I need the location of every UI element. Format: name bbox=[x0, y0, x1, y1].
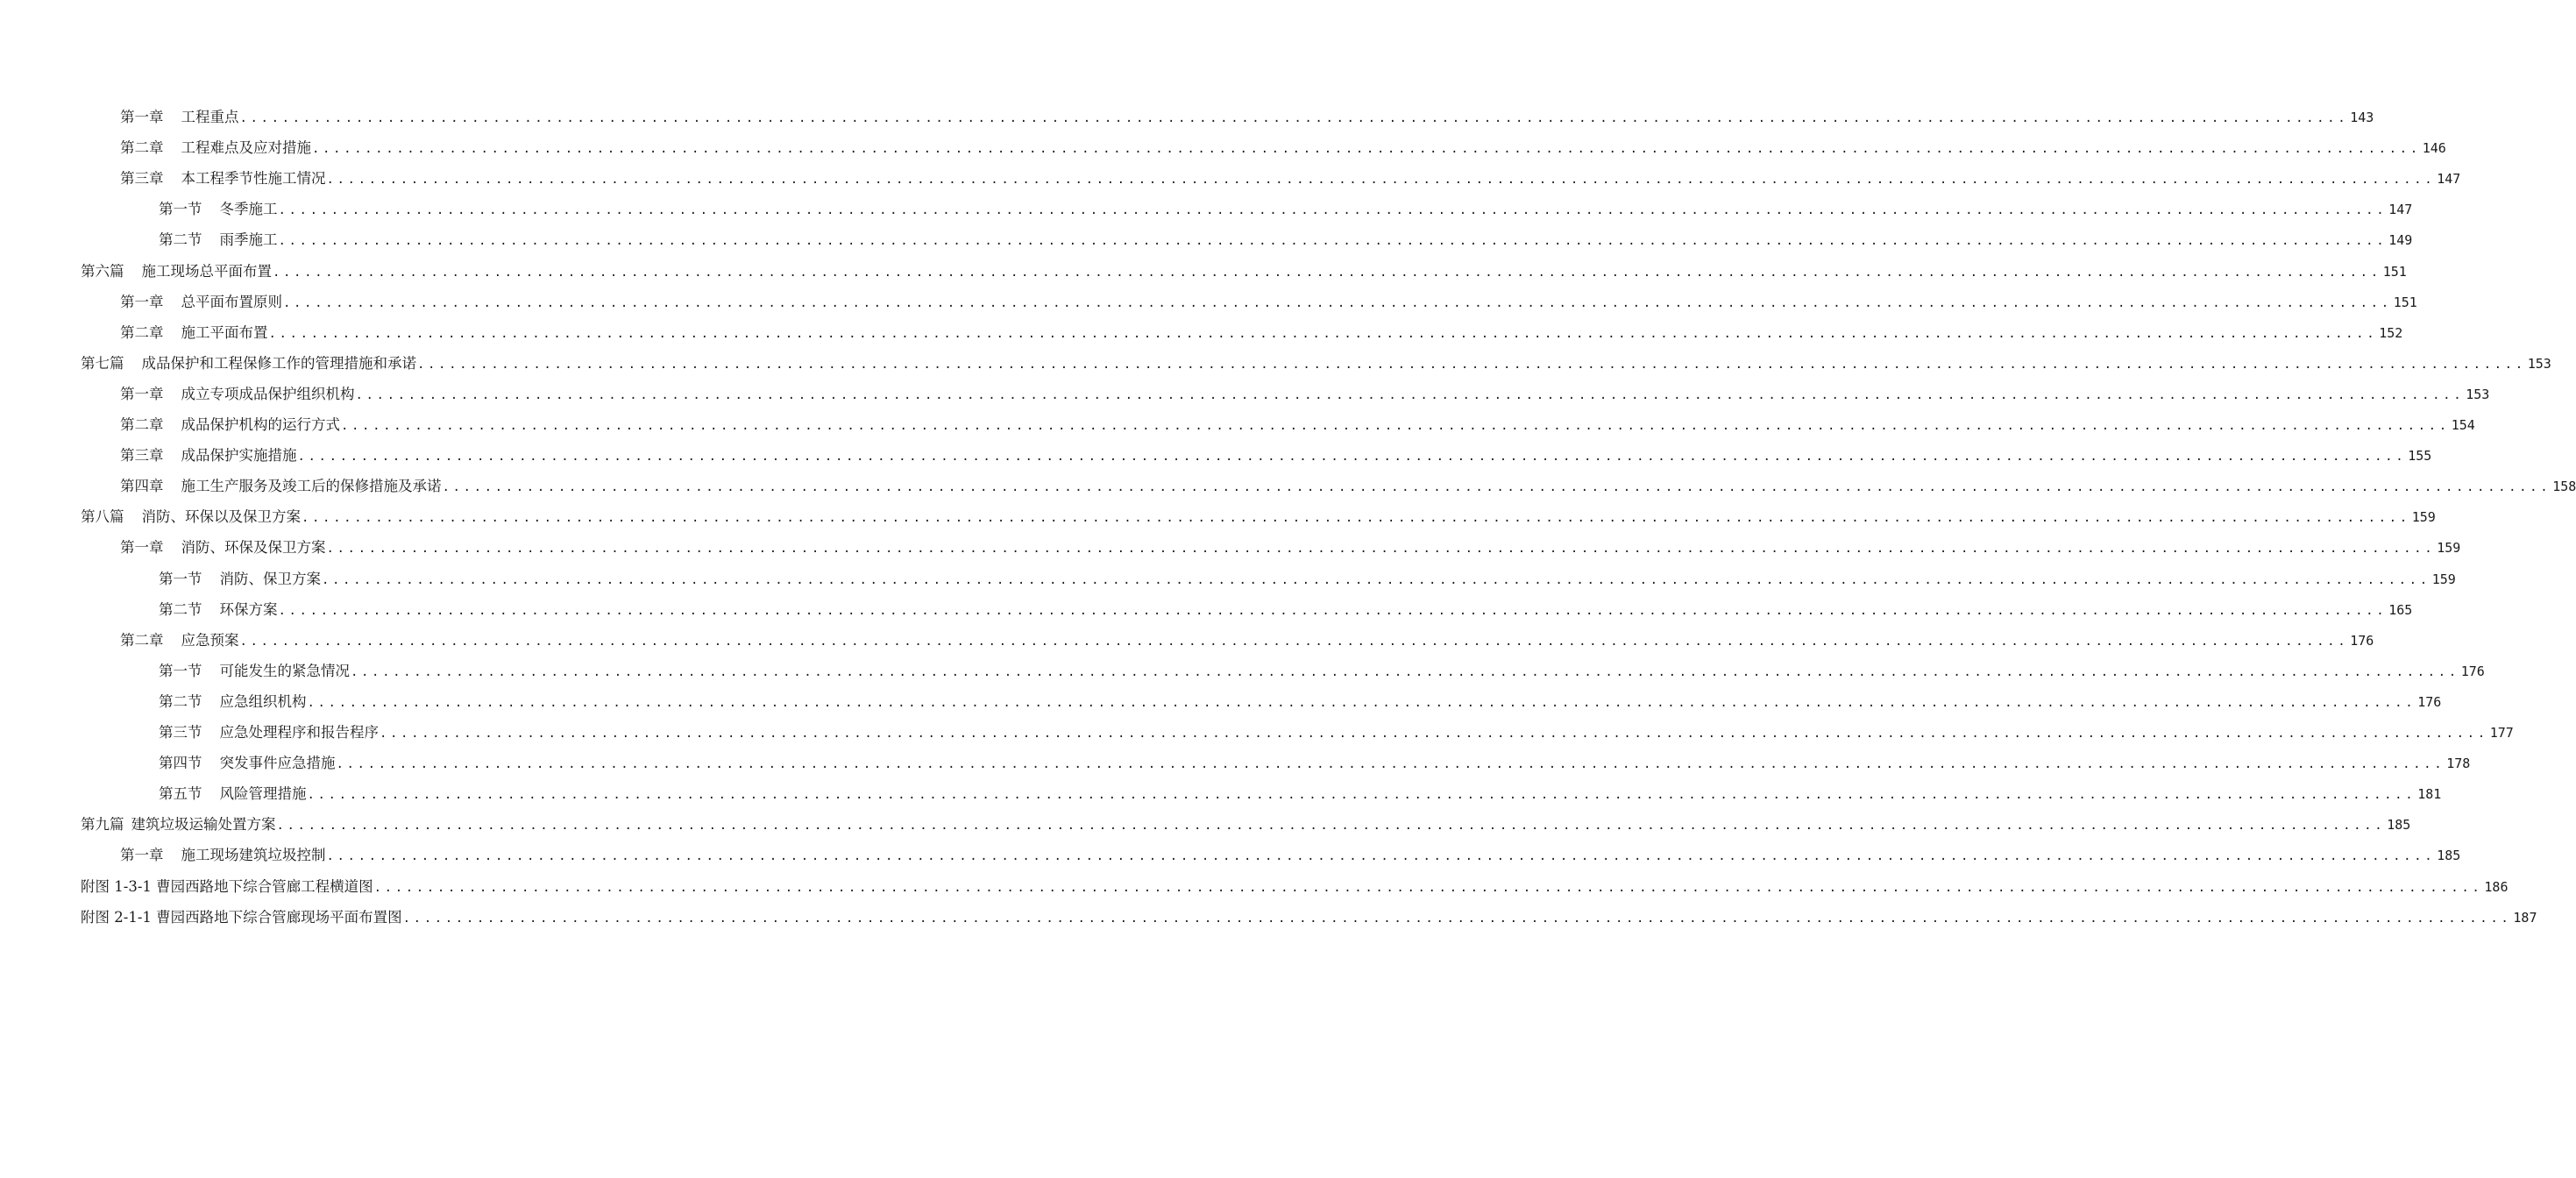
toc-entry-row bbox=[120, 380, 2490, 410]
toc-entry-row bbox=[81, 903, 2537, 933]
toc-entry-title: 成立专项成品保护组织机构 bbox=[181, 385, 355, 402]
toc-dot-leader: ........................................................................................................................................................................................................ bbox=[239, 634, 2349, 649]
toc-entry[interactable] bbox=[0, 103, 2374, 132]
toc-entry-title: 成品保护和工程保修工作的管理措施和承诺 bbox=[141, 354, 416, 372]
toc-entry-row bbox=[120, 841, 2461, 871]
toc-entry-label bbox=[81, 810, 276, 840]
toc-dot-leader: ........................................................................................................................................................................................................ bbox=[341, 419, 2450, 433]
toc-entry-label bbox=[120, 533, 326, 563]
toc-entry[interactable] bbox=[0, 349, 2551, 379]
toc-entry-title: 本工程季节性施工情况 bbox=[181, 170, 326, 188]
toc-page-number: 176 bbox=[2350, 632, 2374, 649]
toc-entry-number: 第二节 bbox=[159, 231, 202, 249]
toc-entry-label bbox=[159, 749, 336, 778]
toc-entry-row bbox=[81, 872, 2509, 903]
toc-entry[interactable] bbox=[0, 841, 2461, 870]
toc-entry-number: 第八篇 bbox=[81, 508, 124, 526]
toc-entry[interactable] bbox=[0, 257, 2407, 287]
toc-entry-number: 第四节 bbox=[159, 755, 202, 772]
toc-entry[interactable] bbox=[0, 472, 2576, 501]
toc-page-number: 146 bbox=[2422, 140, 2446, 157]
toc-entry-label bbox=[159, 595, 278, 625]
toc-page-number: 159 bbox=[2431, 571, 2456, 587]
toc-entry-row bbox=[159, 749, 2471, 779]
toc-dot-leader: ........................................................................................................................................................................................................ bbox=[402, 911, 2512, 926]
toc-entry-number: 第五节 bbox=[159, 785, 202, 803]
toc-page-number: 147 bbox=[2437, 171, 2461, 188]
toc-dot-leader: ........................................................................................................................................................................................................ bbox=[297, 450, 2407, 465]
toc-entry-number: 第四章 bbox=[120, 478, 164, 495]
toc-entry-number: 第三章 bbox=[120, 447, 164, 465]
toc-entry-label bbox=[159, 225, 278, 255]
toc-dot-leader: ........................................................................................................................................................................................................ bbox=[417, 357, 2526, 372]
toc-page-number: 152 bbox=[2379, 324, 2403, 341]
toc-dot-leader: ........................................................................................................................................................................................................ bbox=[278, 603, 2388, 618]
toc-entry-number: 第一章 bbox=[120, 385, 164, 402]
toc-entry-number: 第三章 bbox=[120, 170, 164, 188]
toc-entry-title: 消防、保卫方案 bbox=[219, 570, 321, 587]
toc-entry-number: 附图 2-1-1 bbox=[81, 908, 157, 926]
toc-entry-label bbox=[81, 872, 373, 902]
toc-entry-title: 总平面布置原则 bbox=[181, 293, 282, 310]
toc-entry-label bbox=[159, 687, 307, 717]
toc-entry-title: 施工平面布置 bbox=[181, 323, 268, 341]
toc-entry-row bbox=[120, 626, 2374, 656]
toc-page-number: 143 bbox=[2350, 110, 2374, 125]
toc-dot-leader: ........................................................................................................................................................................................................ bbox=[336, 757, 2445, 772]
toc-entry-label bbox=[159, 718, 379, 748]
toc-entry-label bbox=[120, 410, 340, 440]
toc-dot-leader: ........................................................................................................................................................................................................ bbox=[239, 111, 2349, 125]
toc-entry[interactable] bbox=[0, 195, 2413, 224]
toc-entry[interactable] bbox=[0, 903, 2537, 933]
toc-entry[interactable] bbox=[0, 687, 2442, 717]
toc-dot-leader: ........................................................................................................................................................................................................ bbox=[307, 695, 2416, 710]
toc-entry-title: 环保方案 bbox=[219, 600, 278, 618]
toc-entry-title: 消防、环保及保卫方案 bbox=[181, 539, 326, 557]
toc-entry-title: 建筑垃圾运输处置方案 bbox=[131, 816, 276, 834]
toc-entry-title: 冬季施工 bbox=[219, 201, 278, 218]
toc-page-number: 176 bbox=[2417, 693, 2442, 710]
toc-entry-label bbox=[120, 472, 442, 501]
toc-entry-number: 第一章 bbox=[120, 293, 164, 310]
toc-dot-leader: ........................................................................................................................................................................................................ bbox=[355, 387, 2465, 402]
toc-entry-row bbox=[120, 133, 2446, 164]
toc-entry-label bbox=[120, 441, 297, 471]
toc-entry-title: 工程重点 bbox=[181, 109, 239, 125]
toc-entry-title: 消防、环保以及保卫方案 bbox=[141, 508, 301, 526]
toc-dot-leader: ........................................................................................................................................................................................................ bbox=[283, 295, 2392, 310]
toc-entry-number: 第二节 bbox=[159, 692, 202, 710]
toc-entry-title: 应急组织机构 bbox=[219, 692, 307, 710]
toc-entry[interactable] bbox=[0, 441, 2432, 471]
toc-entry-row bbox=[159, 718, 2514, 749]
toc-entry-row bbox=[120, 103, 2374, 133]
toc-entry-row bbox=[81, 502, 2436, 533]
toc-entry[interactable] bbox=[0, 225, 2413, 255]
toc-entry-label bbox=[120, 841, 326, 870]
toc-entry-number: 第一章 bbox=[120, 539, 164, 557]
toc-dot-leader: ........................................................................................................................................................................................................ bbox=[373, 880, 2483, 895]
toc-entry-title: 施工现场建筑垃圾控制 bbox=[181, 847, 326, 864]
toc-page-number: 153 bbox=[2527, 355, 2551, 372]
toc-entry-row bbox=[159, 564, 2456, 595]
toc-page-number: 154 bbox=[2451, 417, 2475, 433]
toc-entry-row bbox=[120, 472, 2576, 502]
toc-entry-row bbox=[159, 195, 2413, 225]
toc-page-number: 158 bbox=[2552, 479, 2576, 495]
toc-page-number: 147 bbox=[2388, 202, 2413, 218]
toc-entry-label bbox=[120, 626, 239, 656]
toc-page-number: 187 bbox=[2513, 909, 2537, 926]
toc-entry-row bbox=[120, 287, 2417, 318]
toc-entry-title: 雨季施工 bbox=[219, 231, 278, 249]
toc-entry-label bbox=[120, 380, 355, 409]
toc-dot-leader: ........................................................................................................................................................................................................ bbox=[326, 849, 2436, 864]
toc-dot-leader: ........................................................................................................................................................................................................ bbox=[273, 265, 2381, 280]
toc-entry-number: 第一章 bbox=[120, 109, 164, 125]
toc-entry-row bbox=[81, 257, 2407, 287]
toc-entry[interactable] bbox=[0, 872, 2509, 902]
toc-entry-title: 应急预案 bbox=[181, 631, 239, 649]
toc-dot-leader: ........................................................................................................................................................................................................ bbox=[351, 664, 2459, 679]
toc-entry-number: 第一节 bbox=[159, 570, 202, 587]
toc-dot-leader: ........................................................................................................................................................................................................ bbox=[278, 203, 2388, 218]
toc-entry[interactable] bbox=[0, 564, 2456, 594]
toc-page-number: 177 bbox=[2489, 725, 2514, 741]
toc-page-number: 186 bbox=[2484, 878, 2509, 895]
toc-entry-number: 第七篇 bbox=[81, 354, 124, 372]
toc-entry-row bbox=[120, 410, 2475, 441]
toc-entry-title: 成品保护机构的运行方式 bbox=[181, 416, 340, 433]
toc-entry-label bbox=[81, 903, 402, 933]
toc-entry-title: 可能发生的紧急情况 bbox=[219, 662, 350, 679]
toc-entry-number: 第二章 bbox=[120, 139, 164, 157]
toc-dot-leader: ........................................................................................................................................................................................................ bbox=[442, 480, 2551, 495]
toc-entry-row bbox=[159, 595, 2413, 626]
toc-entry-label bbox=[120, 287, 282, 317]
toc-entry-label bbox=[159, 779, 307, 809]
toc-dot-leader: ........................................................................................................................................................................................................ bbox=[326, 542, 2436, 557]
toc-entry[interactable] bbox=[0, 410, 2475, 440]
toc-page-number: 151 bbox=[2382, 263, 2407, 280]
toc-entry-label bbox=[81, 257, 272, 287]
toc-page-number: 159 bbox=[2411, 509, 2436, 526]
toc-dot-leader: ........................................................................................................................................................................................................ bbox=[326, 173, 2436, 188]
toc-entry-title: 施工现场总平面布置 bbox=[141, 262, 272, 280]
toc-entry[interactable] bbox=[0, 626, 2374, 656]
toc-entry-row bbox=[120, 164, 2461, 195]
toc-entry[interactable] bbox=[0, 779, 2442, 809]
toc-entry-number: 第二章 bbox=[120, 416, 164, 433]
toc-page-number: 153 bbox=[2466, 386, 2490, 402]
toc-dot-leader: ........................................................................................................................................................................................................ bbox=[278, 234, 2388, 249]
toc-entry-label bbox=[120, 103, 239, 132]
toc-dot-leader: ........................................................................................................................................................................................................ bbox=[276, 819, 2386, 834]
toc-entry[interactable] bbox=[0, 502, 2436, 532]
toc-dot-leader: ........................................................................................................................................................................................................ bbox=[302, 511, 2410, 526]
toc-entry-label bbox=[120, 133, 311, 163]
toc-entry[interactable] bbox=[0, 810, 2411, 840]
toc-entry-label bbox=[159, 564, 321, 594]
toc-entry-number: 第二章 bbox=[120, 323, 164, 341]
toc-page-number: 149 bbox=[2388, 232, 2413, 249]
toc-entry-row bbox=[159, 687, 2442, 718]
toc-entry-row bbox=[159, 225, 2413, 256]
toc-entry-row bbox=[120, 441, 2432, 472]
toc-entry-label bbox=[159, 195, 278, 224]
toc-page-number: 185 bbox=[2387, 817, 2411, 834]
toc-page-number: 178 bbox=[2446, 756, 2471, 772]
toc-entry[interactable] bbox=[0, 533, 2461, 563]
toc-entry-number: 第二节 bbox=[159, 600, 202, 618]
toc-entry-number: 第二章 bbox=[120, 631, 164, 649]
toc-entry[interactable] bbox=[0, 287, 2417, 317]
toc-entry-title: 曹园西路地下综合管廊工程横道图 bbox=[156, 877, 373, 895]
toc-entry-title: 成品保护实施措施 bbox=[181, 447, 297, 465]
toc-page-number: 159 bbox=[2437, 540, 2461, 557]
toc-entry-label bbox=[81, 349, 416, 379]
toc-page-number: 185 bbox=[2437, 848, 2461, 864]
toc-entry-row bbox=[120, 318, 2403, 349]
toc-entry-label bbox=[81, 502, 301, 532]
toc-entry[interactable] bbox=[0, 718, 2514, 748]
toc-entry[interactable] bbox=[0, 380, 2490, 409]
toc-entry-title: 突发事件应急措施 bbox=[219, 755, 336, 772]
toc-dot-leader: ........................................................................................................................................................................................................ bbox=[312, 142, 2421, 157]
toc-page-number: 181 bbox=[2417, 786, 2442, 803]
toc-entry-number: 第九篇 bbox=[81, 816, 124, 834]
toc-entry-row bbox=[159, 656, 2485, 687]
toc-entry-row bbox=[81, 810, 2411, 841]
toc-entry-number: 附图 1-3-1 bbox=[81, 877, 157, 895]
toc-dot-leader: ........................................................................................................................................................................................................ bbox=[268, 326, 2378, 341]
toc-entry-title: 工程难点及应对措施 bbox=[181, 139, 311, 157]
toc-dot-leader: ........................................................................................................................................................................................................ bbox=[307, 788, 2416, 803]
toc-dot-leader: ........................................................................................................................................................................................................ bbox=[322, 572, 2431, 587]
toc-entry-title: 应急处理程序和报告程序 bbox=[219, 724, 379, 741]
toc-entry-row bbox=[120, 533, 2461, 564]
toc-entry[interactable] bbox=[0, 164, 2461, 194]
toc-entry-row bbox=[81, 349, 2551, 380]
toc-entry-label bbox=[120, 318, 268, 348]
toc-entry[interactable] bbox=[0, 318, 2403, 348]
toc-page-number: 155 bbox=[2408, 448, 2432, 465]
toc-entry-row bbox=[159, 779, 2442, 810]
toc-page-number: 151 bbox=[2393, 294, 2417, 310]
toc-entry-title: 曹园西路地下综合管廊现场平面布置图 bbox=[156, 908, 402, 926]
toc-page-number: 176 bbox=[2460, 663, 2485, 679]
toc-entry-number: 第六篇 bbox=[81, 262, 124, 280]
toc-entry-number: 第一节 bbox=[159, 201, 202, 218]
toc-entry-number: 第一节 bbox=[159, 662, 202, 679]
toc-entry-title: 风险管理措施 bbox=[219, 785, 307, 803]
toc-entry[interactable] bbox=[0, 133, 2446, 163]
toc-entry[interactable] bbox=[0, 656, 2485, 686]
toc-entry-number: 第三节 bbox=[159, 724, 202, 741]
toc-entry-label bbox=[159, 656, 350, 686]
toc-entry[interactable] bbox=[0, 595, 2413, 625]
toc-entry-label bbox=[120, 164, 326, 194]
toc-entry-title: 施工生产服务及竣工后的保修措施及承诺 bbox=[181, 478, 442, 495]
toc-page-number: 165 bbox=[2388, 601, 2413, 618]
toc-entry[interactable] bbox=[0, 749, 2471, 778]
toc-entry-number: 第一章 bbox=[120, 847, 164, 864]
toc-dot-leader: ........................................................................................................................................................................................................ bbox=[380, 727, 2488, 741]
